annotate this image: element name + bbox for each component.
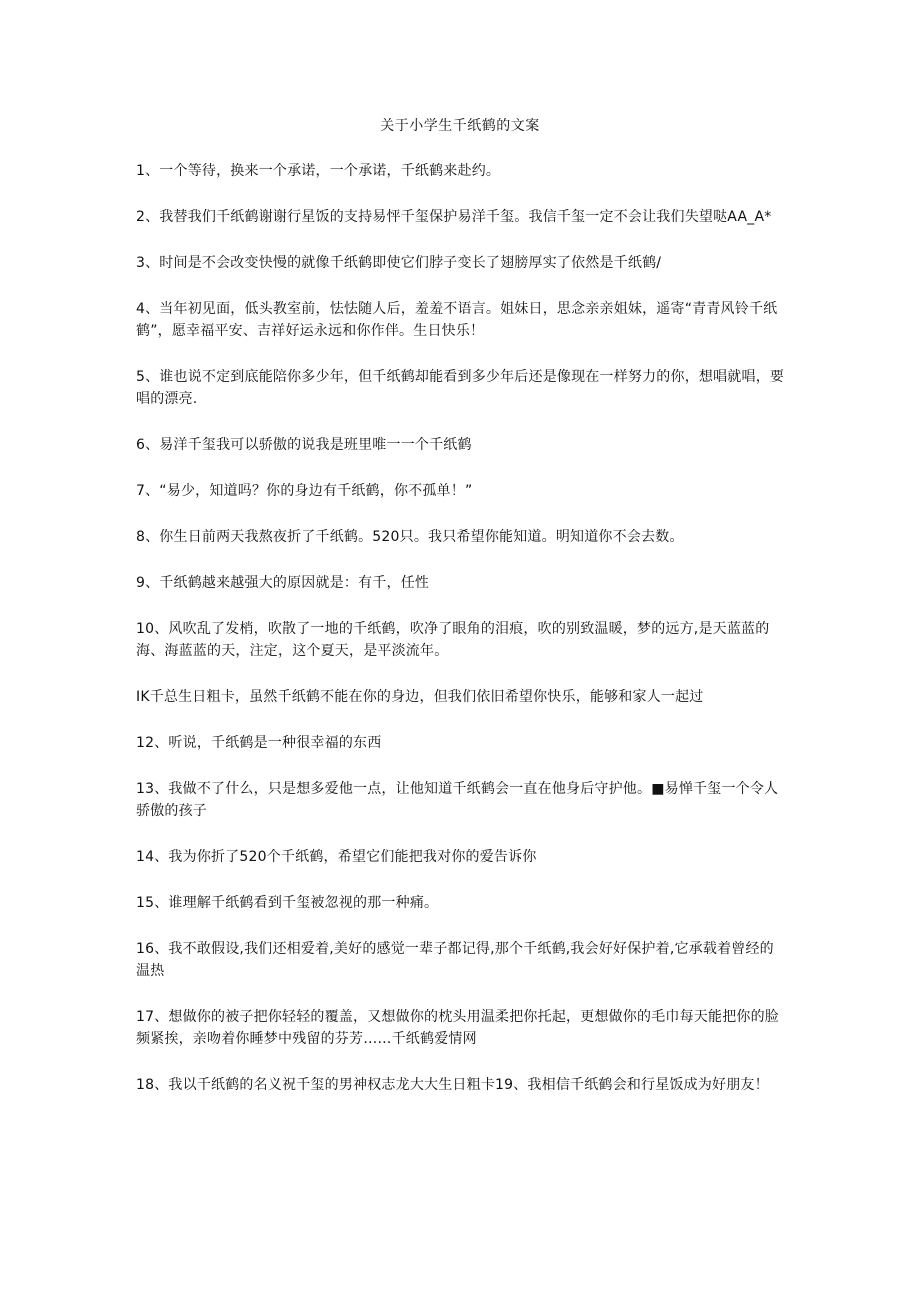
paragraph: 4、当年初见面，低头教室前，怯怯随人后，羞羞不语言。姐妹日，思念亲亲姐妹，遥寄“青青风铃千纸鹤”，愿幸福平安、吉祥好运永远和你作伴。生日快乐！: [136, 301, 778, 339]
paragraph: 10、风吹乱了发梢，吹散了一地的千纸鹤，吹净了眼角的泪痕，吹的别致温暖，梦的远方,是天蓝蓝的海、海蓝蓝的天，注定，这个夏天，是平淡流年。: [136, 621, 770, 659]
paragraph: 12、听说，千纸鹤是一种很幸福的东西: [136, 735, 382, 751]
paragraph: 5、谁也说不定到底能陪你多少年，但千纸鹤却能看到多少年后还是像现在一样努力的你，想唱就唱，要唱的漂亮.: [136, 369, 785, 407]
paragraph: 9、千纸鹤越来越强大的原因就是：有千，任性: [136, 575, 430, 591]
paragraph: 15、谁理解千纸鹤看到千玺被忽视的那一种痛。: [136, 895, 439, 911]
paragraph: 16、我不敢假设,我们还相爱着,美好的感觉一辈子都记得,那个千纸鹤,我会好好保护着,它承载着曾经的温热: [136, 941, 774, 979]
paragraph: 14、我为你折了520个千纸鹤，希望它们能把我对你的爱告诉你: [136, 849, 537, 865]
paragraph: 2、我替我们千纸鹤谢谢行星饭的支持易怦千玺保护易洋千玺。我信千玺一定不会让我们失望哒AA_A*: [136, 209, 772, 225]
paragraph: 3、时间是不会改变快慢的就像千纸鹤即使它们脖子变长了翅膀厚实了依然是千纸鹤/: [136, 255, 662, 271]
document-title: 关于小学生千纸鹤的文案: [380, 118, 540, 134]
paragraph: 13、我做不了什么，只是想多爱他一点，让他知道千纸鹤会一直在他身后守护他。■易惮千玺一个令人骄傲的孩子: [136, 781, 779, 819]
paragraph: IK千总生日粗卡，虽然千纸鹤不能在你的身边，但我们依旧希望你快乐，能够和家人一起过: [136, 689, 704, 705]
paragraph: 18、我以千纸鹤的名义祝千玺的男神权志龙大大生日粗卡19、我相信千纸鹤会和行星饭成为好朋友！: [136, 1077, 769, 1093]
paragraph: 1、一个等待，换来一个承诺，一个承诺，千纸鹤来赴约。: [136, 163, 501, 179]
paragraph-list: [136, 160, 788, 1120]
paragraph: 17、想做你的被子把你轻轻的覆盖，又想做你的枕头用温柔把你托起，更想做你的毛巾每天能把你的脸频紧挨，亲吻着你睡梦中残留的芬芳……千纸鹤爱情网: [136, 1009, 780, 1047]
paragraph: 8、你生日前两天我熬夜折了千纸鹤。520只。我只希望你能知道。明知道你不会去数。: [136, 529, 684, 545]
paragraph: 7、“易少，知道吗？你的身边有千纸鹤，你不孤单！”: [136, 483, 473, 499]
paragraph: 6、易洋千玺我可以骄傲的说我是班里唯一一个千纸鹤: [136, 437, 472, 453]
